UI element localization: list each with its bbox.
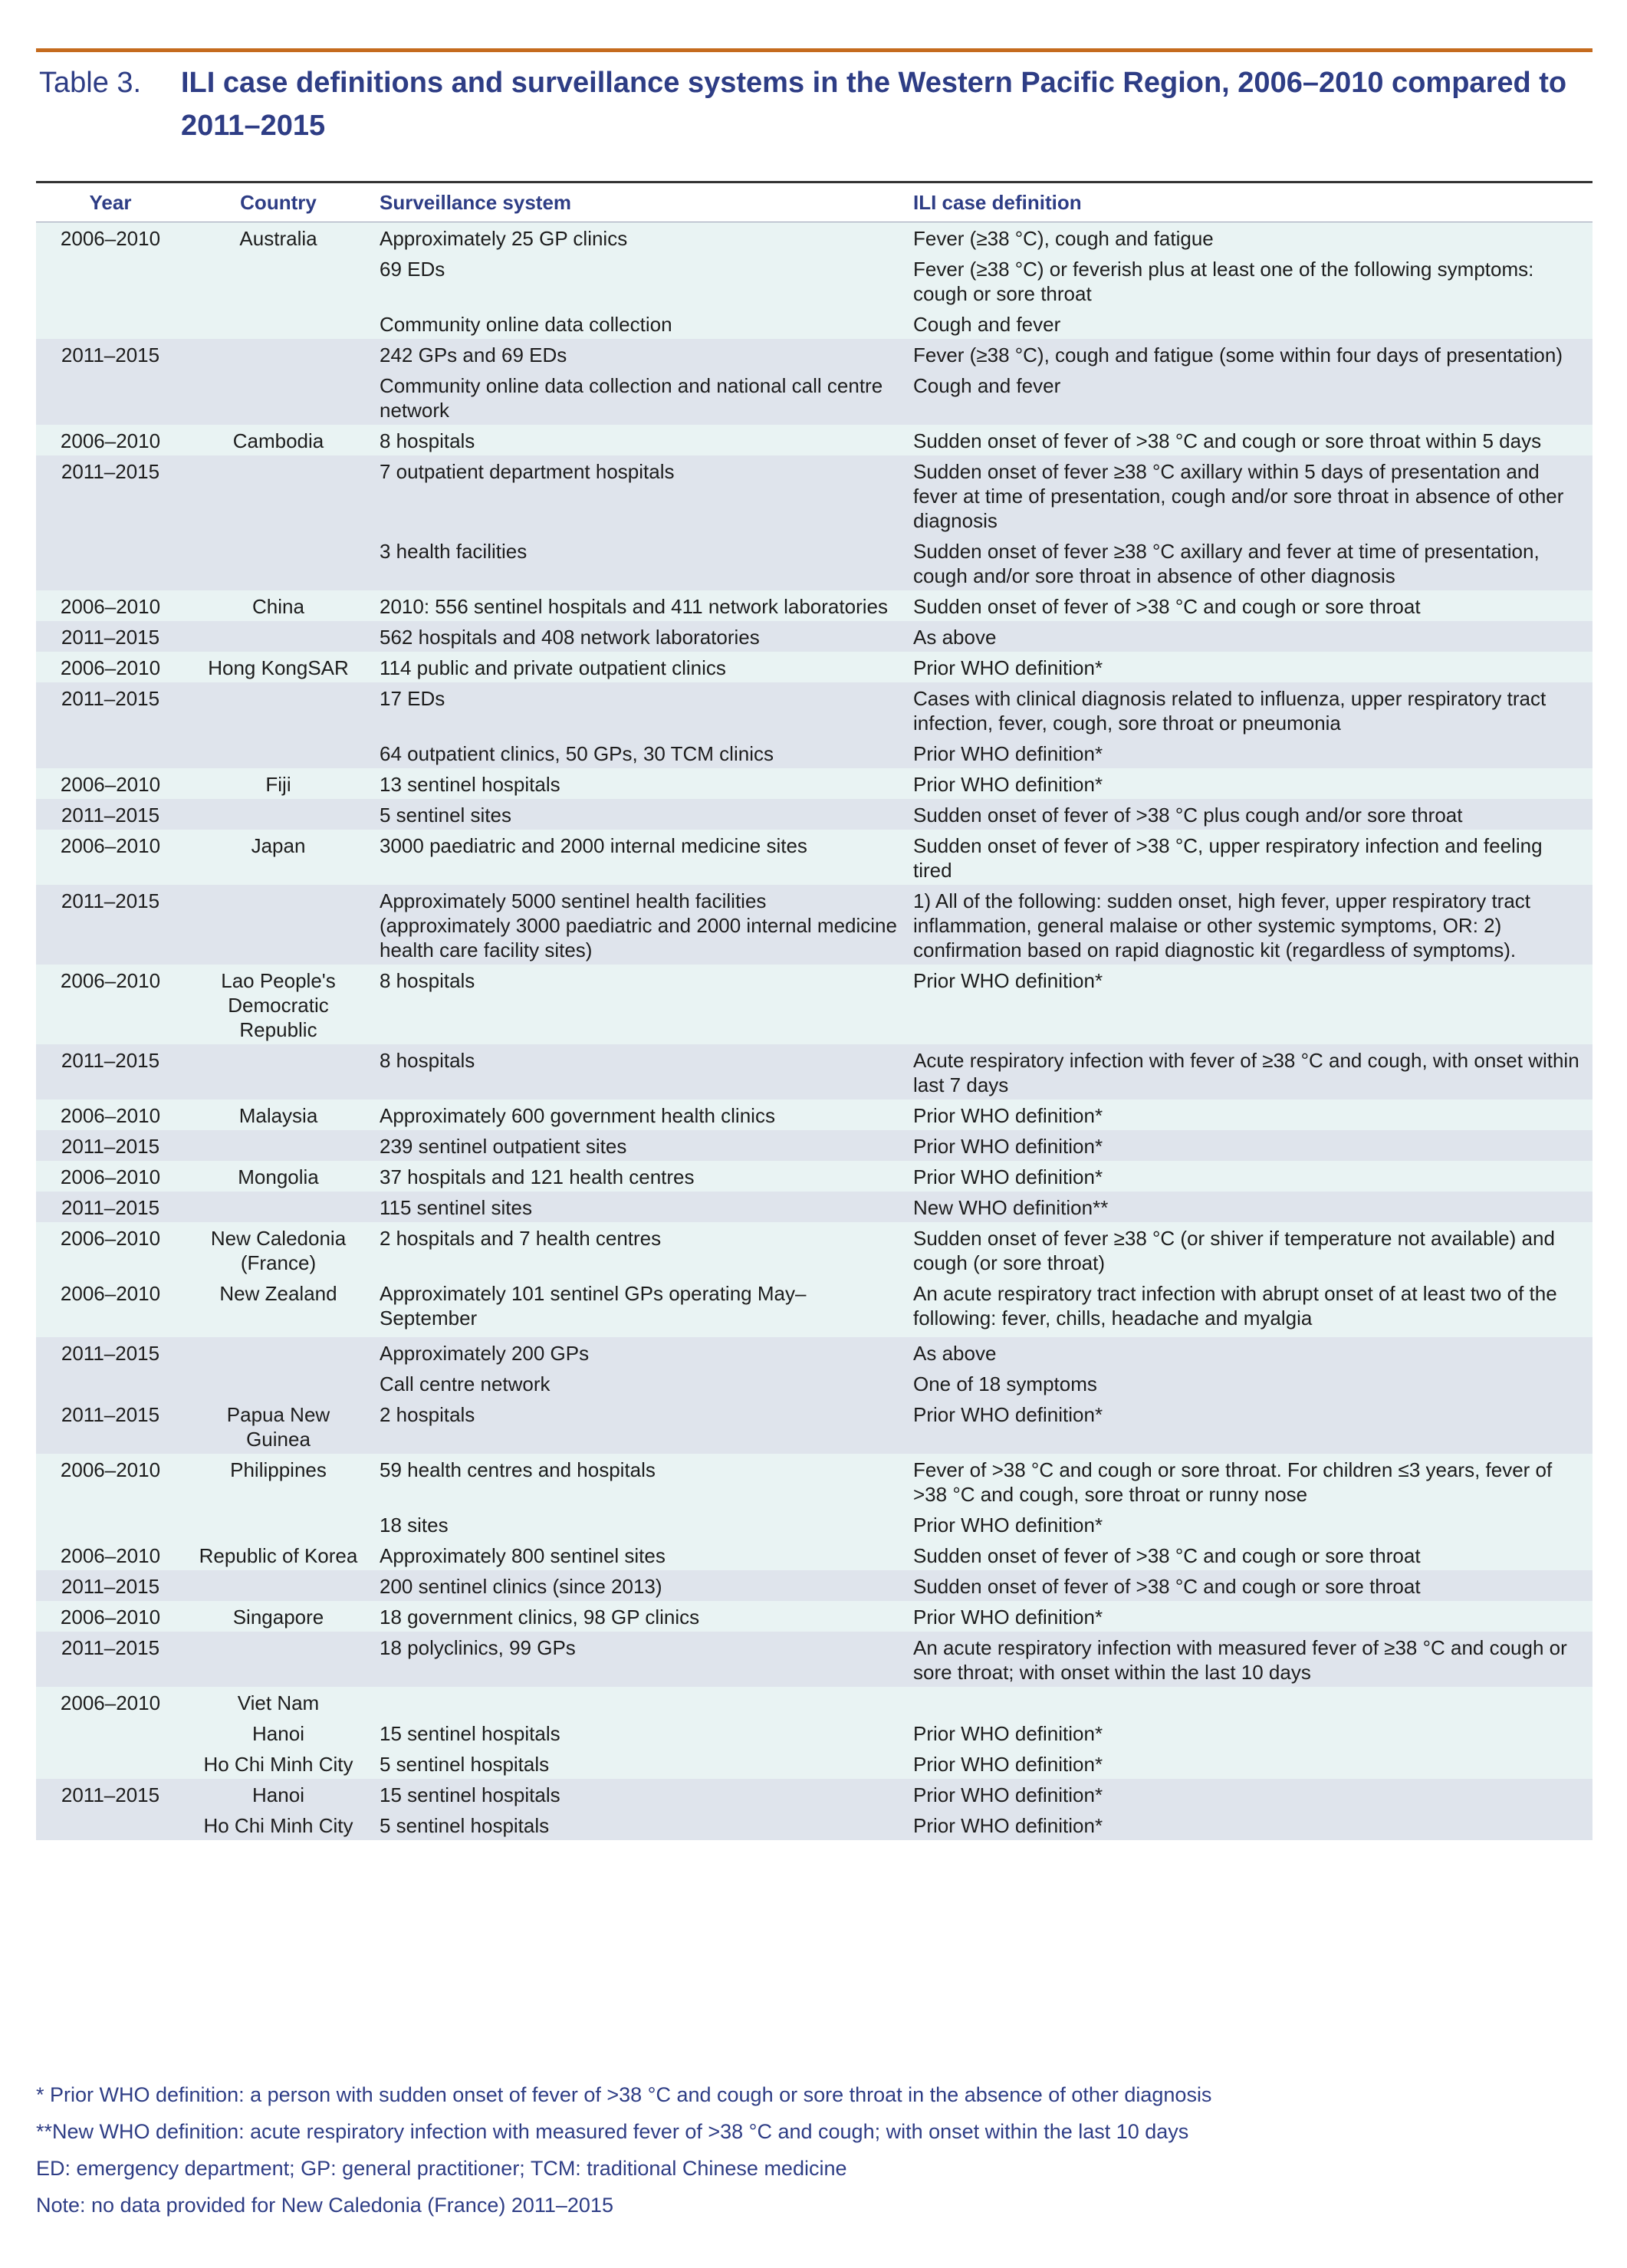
year-cell: 2006–2010 [36, 1277, 185, 1337]
country-cell [185, 535, 372, 590]
country-cell: Fiji [185, 768, 372, 799]
country-cell [185, 1509, 372, 1540]
country-column-header: Country [185, 183, 372, 222]
table-row [36, 1540, 1592, 1570]
definition-cell: One of 18 symptoms [906, 1368, 1592, 1399]
definition-cell: Sudden onset of fever of >38 °C plus cough and/or sore throat [906, 799, 1592, 830]
year-cell: 2011–2015 [36, 1337, 185, 1368]
country-cell [185, 1570, 372, 1601]
definition-cell: Prior WHO definition* [906, 965, 1592, 1044]
definition-cell: Prior WHO definition* [906, 652, 1592, 682]
system-cell: 2 hospitals and 7 health centres [372, 1222, 906, 1277]
system-cell: Community online data collection [372, 308, 906, 339]
country-cell [185, 339, 372, 370]
table-row [36, 1130, 1592, 1161]
definition-cell: Cough and fever [906, 308, 1592, 339]
table-row [36, 1748, 1592, 1779]
definition-cell: 1) All of the following: sudden onset, high fever, upper respiratory tract inflammation, general malaise or other systemic symptoms, OR: 2) confirmation based on rapid diagnostic kit (regardless of symptoms). [906, 885, 1592, 965]
definition-cell: Prior WHO definition* [906, 1601, 1592, 1632]
definition-cell: Prior WHO definition* [906, 1130, 1592, 1161]
system-cell: 5 sentinel sites [372, 799, 906, 830]
system-cell: 200 sentinel clinics (since 2013) [372, 1570, 906, 1601]
system-cell: 2 hospitals [372, 1399, 906, 1454]
definition-cell: An acute respiratory infection with measured fever of ≥38 °C and cough or sore throat; with onset within the last 10 days [906, 1632, 1592, 1687]
definition-cell: An acute respiratory tract infection with abrupt onset of at least two of the following: fever, chills, headache and myalgia [906, 1277, 1592, 1337]
system-cell: 69 EDs [372, 253, 906, 308]
definition-cell: As above [906, 1337, 1592, 1368]
system-cell: 3000 paediatric and 2000 internal medicine sites [372, 830, 906, 885]
country-cell [185, 308, 372, 339]
table-row [36, 1601, 1592, 1632]
year-column-header: Year [36, 183, 185, 222]
year-cell: 2011–2015 [36, 1399, 185, 1454]
system-cell: Community online data collection and national call centre network [372, 370, 906, 425]
table-row [36, 590, 1592, 621]
country-cell: Malaysia [185, 1099, 372, 1130]
definition-cell: Sudden onset of fever of >38 °C and cough or sore throat [906, 1570, 1592, 1601]
table-row [36, 682, 1592, 738]
system-cell: 5 sentinel hospitals [372, 1748, 906, 1779]
year-cell: 2006–2010 [36, 590, 185, 621]
definition-cell: Fever (≥38 °C), cough and fatigue [906, 222, 1592, 254]
year-cell: 2011–2015 [36, 621, 185, 652]
year-cell [36, 1809, 185, 1840]
year-cell [36, 1717, 185, 1748]
definition-cell: Cough and fever [906, 370, 1592, 425]
country-cell: Australia [185, 222, 372, 254]
year-cell: 2011–2015 [36, 1192, 185, 1222]
year-cell: 2011–2015 [36, 885, 185, 965]
year-cell: 2006–2010 [36, 652, 185, 682]
definition-column-header: ILI case definition [906, 183, 1592, 222]
year-cell [36, 1368, 185, 1399]
surveillance-table [36, 183, 1592, 1840]
table-row [36, 1222, 1592, 1277]
country-cell: Viet Nam [185, 1687, 372, 1717]
country-cell [185, 885, 372, 965]
year-cell: 2006–2010 [36, 1099, 185, 1130]
country-cell: Singapore [185, 1601, 372, 1632]
definition-cell: Sudden onset of fever of >38 °C and cough or sore throat within 5 days [906, 425, 1592, 455]
year-cell: 2011–2015 [36, 682, 185, 738]
system-cell: 18 sites [372, 1509, 906, 1540]
system-cell: 5 sentinel hospitals [372, 1809, 906, 1840]
country-cell: Mongolia [185, 1161, 372, 1192]
year-cell: 2011–2015 [36, 1044, 185, 1099]
definition-cell: As above [906, 621, 1592, 652]
year-cell: 2006–2010 [36, 1687, 185, 1717]
country-cell [185, 253, 372, 308]
table-row [36, 1161, 1592, 1192]
table-row [36, 1099, 1592, 1130]
year-cell [36, 370, 185, 425]
table-row [36, 1337, 1592, 1368]
definition-cell: Sudden onset of fever of >38 °C, upper respiratory infection and feeling tired [906, 830, 1592, 885]
country-cell: Philippines [185, 1454, 372, 1509]
country-cell: Hanoi [185, 1779, 372, 1809]
year-cell: 2006–2010 [36, 425, 185, 455]
year-cell: 2011–2015 [36, 799, 185, 830]
system-cell: 59 health centres and hospitals [372, 1454, 906, 1509]
table-footnotes [36, 2076, 1600, 2224]
definition-cell: Prior WHO definition* [906, 768, 1592, 799]
year-cell: 2006–2010 [36, 1454, 185, 1509]
year-cell: 2006–2010 [36, 768, 185, 799]
definition-cell: Prior WHO definition* [906, 1161, 1592, 1192]
country-cell [185, 1337, 372, 1368]
definition-cell: Sudden onset of fever ≥38 °C axillary within 5 days of presentation and fever at time of presentation, cough and/or sore throat in absence of other diagnosis [906, 455, 1592, 535]
year-cell: 2006–2010 [36, 222, 185, 254]
year-cell: 2006–2010 [36, 1161, 185, 1192]
system-cell: 37 hospitals and 121 health centres [372, 1161, 906, 1192]
system-cell: 18 government clinics, 98 GP clinics [372, 1601, 906, 1632]
definition-cell: Fever (≥38 °C) or feverish plus at least one of the following symptoms: cough or sore throat [906, 253, 1592, 308]
country-cell [185, 1130, 372, 1161]
definition-cell: Sudden onset of fever of >38 °C and cough or sore throat [906, 590, 1592, 621]
country-cell [185, 370, 372, 425]
system-column-header: Surveillance system [372, 183, 906, 222]
country-cell [185, 621, 372, 652]
year-cell: 2011–2015 [36, 1632, 185, 1687]
country-cell [185, 1632, 372, 1687]
year-cell: 2006–2010 [36, 1540, 185, 1570]
system-cell: 15 sentinel hospitals [372, 1779, 906, 1809]
definition-cell: Sudden onset of fever of >38 °C and cough or sore throat [906, 1540, 1592, 1570]
definition-cell [906, 1687, 1592, 1717]
country-cell: Cambodia [185, 425, 372, 455]
country-cell [185, 1192, 372, 1222]
table-row [36, 1809, 1592, 1840]
table-label: Table 3. [39, 67, 142, 99]
table-row [36, 652, 1592, 682]
definition-cell: Fever of >38 °C and cough or sore throat. For children ≤3 years, fever of >38 °C and cough, sore throat or runny nose [906, 1454, 1592, 1509]
country-cell: New Zealand [185, 1277, 372, 1337]
system-cell: 15 sentinel hospitals [372, 1717, 906, 1748]
system-cell: Approximately 600 government health clinics [372, 1099, 906, 1130]
system-cell: 13 sentinel hospitals [372, 768, 906, 799]
table-row [36, 799, 1592, 830]
definition-cell: Cases with clinical diagnosis related to influenza, upper respiratory tract infection, fever, cough, sore throat or pneumonia [906, 682, 1592, 738]
table-row [36, 1509, 1592, 1540]
year-cell [36, 308, 185, 339]
definition-cell: Prior WHO definition* [906, 1509, 1592, 1540]
system-cell: 8 hospitals [372, 965, 906, 1044]
year-cell [36, 738, 185, 768]
footnote: Note: no data provided for New Caledonia (France) 2011–2015 [36, 2194, 613, 2217]
system-cell: 17 EDs [372, 682, 906, 738]
system-cell: 8 hospitals [372, 425, 906, 455]
table-row [36, 1717, 1592, 1748]
definition-cell: Prior WHO definition* [906, 1717, 1592, 1748]
table-row [36, 425, 1592, 455]
definition-cell: Acute respiratory infection with fever of ≥38 °C and cough, with onset within last 7 days [906, 1044, 1592, 1099]
table-row [36, 768, 1592, 799]
table-row [36, 1192, 1592, 1222]
country-cell: Ho Chi Minh City [185, 1748, 372, 1779]
system-cell: 2010: 556 sentinel hospitals and 411 network laboratories [372, 590, 906, 621]
table-row [36, 222, 1592, 254]
country-cell: Papua New Guinea [185, 1399, 372, 1454]
definition-cell: Sudden onset of fever ≥38 °C axillary and fever at time of presentation, cough and/or sore throat in absence of other diagnosis [906, 535, 1592, 590]
table-row [36, 370, 1592, 425]
definition-cell: Prior WHO definition* [906, 738, 1592, 768]
system-cell: 562 hospitals and 408 network laboratories [372, 621, 906, 652]
country-cell [185, 799, 372, 830]
table-row [36, 621, 1592, 652]
system-cell: Approximately 25 GP clinics [372, 222, 906, 254]
table-row [36, 1570, 1592, 1601]
country-cell: China [185, 590, 372, 621]
system-cell: 7 outpatient department hospitals [372, 455, 906, 535]
system-cell: 114 public and private outpatient clinics [372, 652, 906, 682]
table-row [36, 1632, 1592, 1687]
system-cell: 242 GPs and 69 EDs [372, 339, 906, 370]
table-row [36, 1044, 1592, 1099]
system-cell: 64 outpatient clinics, 50 GPs, 30 TCM clinics [372, 738, 906, 768]
country-cell: Ho Chi Minh City [185, 1809, 372, 1840]
country-cell: Republic of Korea [185, 1540, 372, 1570]
table-row [36, 1399, 1592, 1454]
system-cell: Approximately 200 GPs [372, 1337, 906, 1368]
year-cell: 2006–2010 [36, 830, 185, 885]
system-cell [372, 1687, 906, 1717]
definition-cell: Fever (≥38 °C), cough and fatigue (some within four days of presentation) [906, 339, 1592, 370]
system-cell: 8 hospitals [372, 1044, 906, 1099]
country-cell [185, 455, 372, 535]
year-cell: 2006–2010 [36, 965, 185, 1044]
table-row [36, 738, 1592, 768]
table-row [36, 253, 1592, 308]
table-title: ILI case definitions and surveillance systems in the Western Pacific Region, 2006–2010 compared to 2011–2015 [181, 67, 1567, 142]
definition-cell: Prior WHO definition* [906, 1809, 1592, 1840]
year-cell: 2011–2015 [36, 455, 185, 535]
table-row [36, 1368, 1592, 1399]
system-cell: Call centre network [372, 1368, 906, 1399]
year-cell: 2011–2015 [36, 1779, 185, 1809]
definition-cell: Prior WHO definition* [906, 1099, 1592, 1130]
system-cell: 115 sentinel sites [372, 1192, 906, 1222]
footnote: ED: emergency department; GP: general practitioner; TCM: traditional Chinese medicine [36, 2157, 847, 2180]
country-cell [185, 1368, 372, 1399]
year-cell: 2006–2010 [36, 1222, 185, 1277]
year-cell: 2011–2015 [36, 339, 185, 370]
table-row [36, 1687, 1592, 1717]
country-cell [185, 738, 372, 768]
table-row [36, 1779, 1592, 1809]
table-row [36, 339, 1592, 370]
system-cell: 18 polyclinics, 99 GPs [372, 1632, 906, 1687]
country-cell: Lao People's Democratic Republic [185, 965, 372, 1044]
table-header-row [36, 183, 1592, 222]
table-row [36, 535, 1592, 590]
year-cell [36, 535, 185, 590]
system-cell: 3 health facilities [372, 535, 906, 590]
system-cell: Approximately 101 sentinel GPs operating May–September [372, 1277, 906, 1337]
year-cell: 2011–2015 [36, 1130, 185, 1161]
table-row [36, 830, 1592, 885]
definition-cell: New WHO definition** [906, 1192, 1592, 1222]
year-cell [36, 253, 185, 308]
table-row [36, 965, 1592, 1044]
definition-cell: Prior WHO definition* [906, 1779, 1592, 1809]
definition-cell: Sudden onset of fever ≥38 °C (or shiver if temperature not available) and cough (or sore throat) [906, 1222, 1592, 1277]
footnote: **New WHO definition: acute respiratory infection with measured fever of >38 °C and cough; with onset within the last 10 days [36, 2120, 1189, 2143]
country-cell [185, 1044, 372, 1099]
system-cell: 239 sentinel outpatient sites [372, 1130, 906, 1161]
year-cell [36, 1748, 185, 1779]
table-row [36, 308, 1592, 339]
table-row [36, 1277, 1592, 1337]
definition-cell: Prior WHO definition* [906, 1748, 1592, 1779]
table-row [36, 455, 1592, 535]
country-cell: New Caledonia (France) [185, 1222, 372, 1277]
country-cell: Hanoi [185, 1717, 372, 1748]
country-cell: Hong KongSAR [185, 652, 372, 682]
top-rule [36, 48, 1592, 52]
year-cell: 2006–2010 [36, 1601, 185, 1632]
country-cell: Japan [185, 830, 372, 885]
system-cell: Approximately 800 sentinel sites [372, 1540, 906, 1570]
table-row [36, 1454, 1592, 1509]
system-cell: Approximately 5000 sentinel health facilities (approximately 3000 paediatric and 2000 internal medicine health care facility sites) [372, 885, 906, 965]
definition-cell: Prior WHO definition* [906, 1399, 1592, 1454]
year-cell [36, 1509, 185, 1540]
footnote: * Prior WHO definition: a person with sudden onset of fever of >38 °C and cough or sore throat in the absence of other diagnosis [36, 2083, 1212, 2106]
year-cell: 2011–2015 [36, 1570, 185, 1601]
country-cell [185, 682, 372, 738]
table-row [36, 885, 1592, 965]
